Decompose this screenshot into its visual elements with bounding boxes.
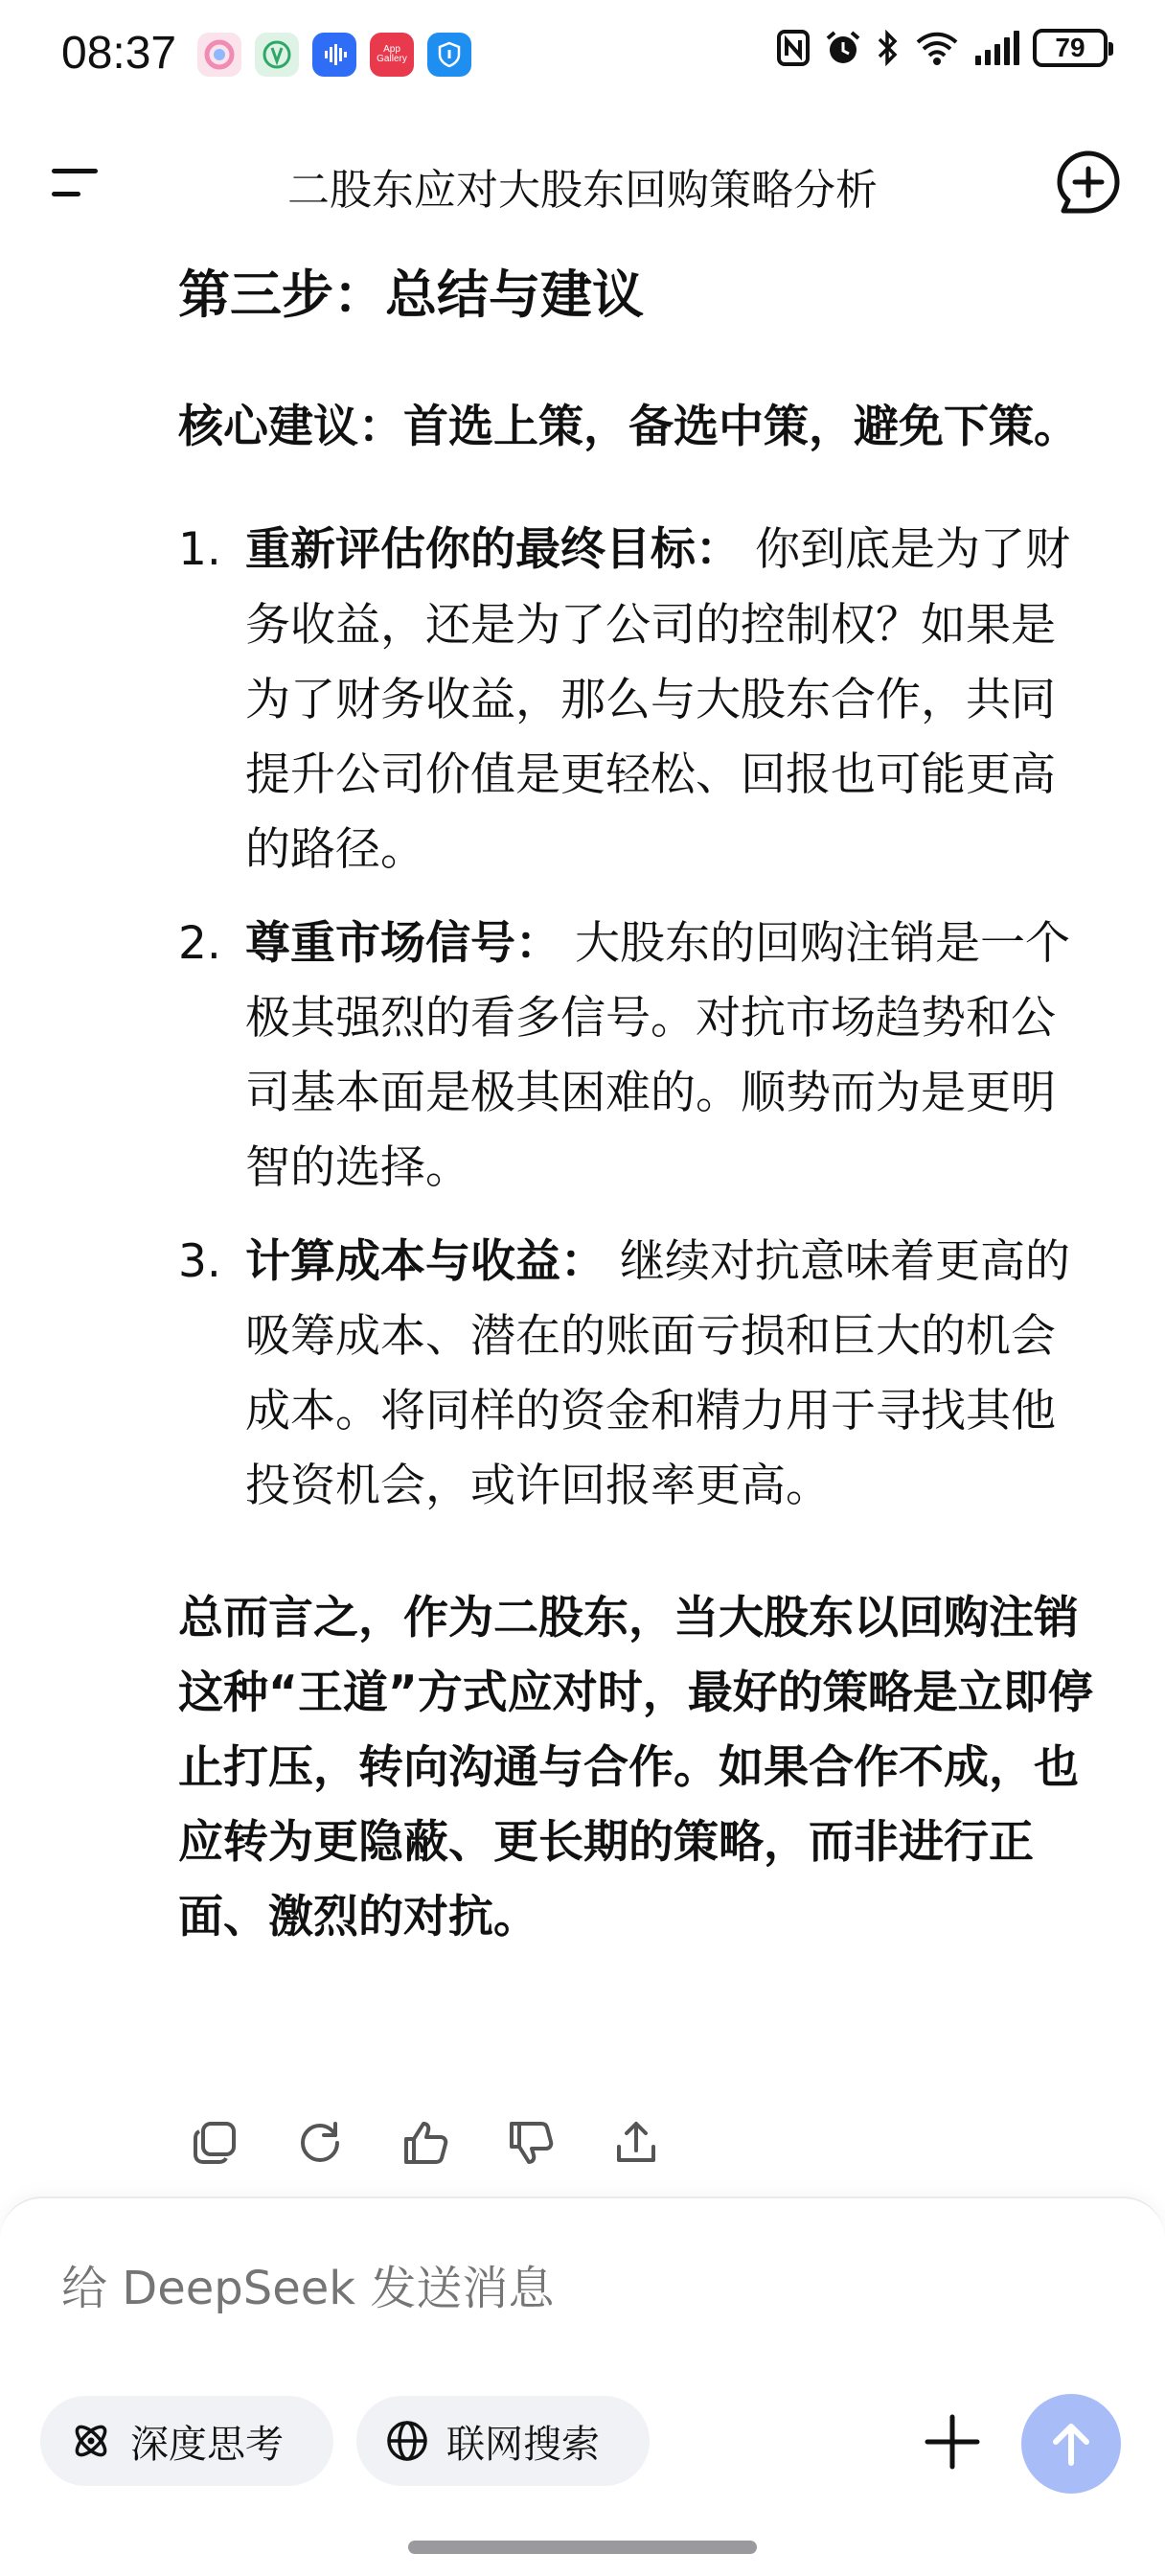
- regenerate-icon[interactable]: [293, 2116, 347, 2170]
- thumbs-down-icon[interactable]: [504, 2116, 558, 2170]
- colorful-circle-app-icon: [197, 33, 241, 77]
- add-attachment-button[interactable]: [922, 2411, 983, 2472]
- core-advice: 核心建议：首选上策，备选中策，避免下策。: [178, 400, 1079, 453]
- chat-header: [0, 134, 1165, 230]
- new-chat-button[interactable]: [1054, 148, 1123, 217]
- deep-think-toggle[interactable]: [40, 2396, 333, 2486]
- section-heading: 第三步：总结与建议: [178, 264, 644, 325]
- web-search-toggle[interactable]: [356, 2396, 650, 2486]
- copy-icon[interactable]: [188, 2116, 241, 2170]
- chat-title: 二股东应对大股东回购策略分析: [287, 166, 878, 215]
- list-item: [178, 513, 1098, 886]
- list-item-title: 尊重市场信号：: [245, 916, 560, 970]
- battery-indicator: [1033, 29, 1108, 67]
- home-indicator[interactable]: [408, 2541, 757, 2554]
- status-bar: [0, 0, 1165, 115]
- app-gallery-label: App Gallery: [377, 44, 407, 64]
- notification-app-icons: [197, 33, 471, 77]
- wifi-icon: [914, 29, 960, 67]
- status-indicators: [776, 29, 1108, 67]
- shield-app-icon: [427, 33, 471, 77]
- signal-icon: [973, 29, 1019, 67]
- list-number: 2.: [178, 916, 221, 970]
- arrow-up-icon: [1044, 2417, 1098, 2471]
- new-chat-icon: [1054, 148, 1123, 217]
- thumbs-up-icon[interactable]: [399, 2116, 452, 2170]
- voice-app-icon: [312, 33, 356, 77]
- list-item-text: 大股东的回购注销是一个极其强烈的看多信号。对抗市场趋势和公司基本面是极其困难的。顺势而为是更明智的选择。: [245, 916, 1070, 1194]
- green-app-icon: [255, 33, 299, 77]
- list-item: [178, 907, 1098, 1206]
- bluetooth-icon: [876, 29, 901, 67]
- message-composer: [0, 2196, 1165, 2576]
- list-number: 3.: [178, 1234, 221, 1288]
- list-item-text: 你到底是为了财务收益，还是为了公司的控制权？如果是为了财务收益，那么与大股东合作，共同提升公司价值是更轻松、回报也可能更高的路径。: [245, 523, 1070, 876]
- message-input[interactable]: [59, 2254, 925, 2323]
- list-item-title: 重新评估你的最终目标：: [245, 523, 741, 577]
- conclusion: 总而言之，作为二股东，当大股东以回购注销这种“王道”方式应对时，最好的策略是立即停止打压，转向沟通与合作。如果合作不成，也应转为更隐蔽、更长期的策略，而非进行正面、激烈的对抗。: [178, 1591, 1093, 1944]
- share-icon[interactable]: [609, 2116, 663, 2170]
- alarm-icon: [824, 29, 862, 67]
- app-gallery-icon: [370, 33, 414, 77]
- list-item: [178, 1225, 1098, 1524]
- nfc-icon: [776, 29, 811, 67]
- list-item-title: 计算成本与收益：: [245, 1234, 605, 1288]
- status-time: 08:37: [61, 28, 177, 79]
- list-number: 1.: [178, 523, 221, 577]
- advice-list: [178, 513, 1098, 1523]
- assistant-message: [178, 259, 1098, 1955]
- battery-level: 79: [1055, 33, 1085, 62]
- globe-icon: [385, 2419, 429, 2463]
- deep-think-label: 深度思考: [130, 2422, 284, 2467]
- atom-icon: [69, 2419, 113, 2463]
- web-search-label: 联网搜索: [446, 2422, 600, 2467]
- list-item-text: 继续对抗意味着更高的吸筹成本、潜在的账面亏损和巨大的机会成本。将同样的资金和精力用于寻找其他投资机会，或许回报率更高。: [245, 1234, 1070, 1512]
- send-button[interactable]: [1021, 2394, 1121, 2494]
- message-actions: [188, 2116, 663, 2170]
